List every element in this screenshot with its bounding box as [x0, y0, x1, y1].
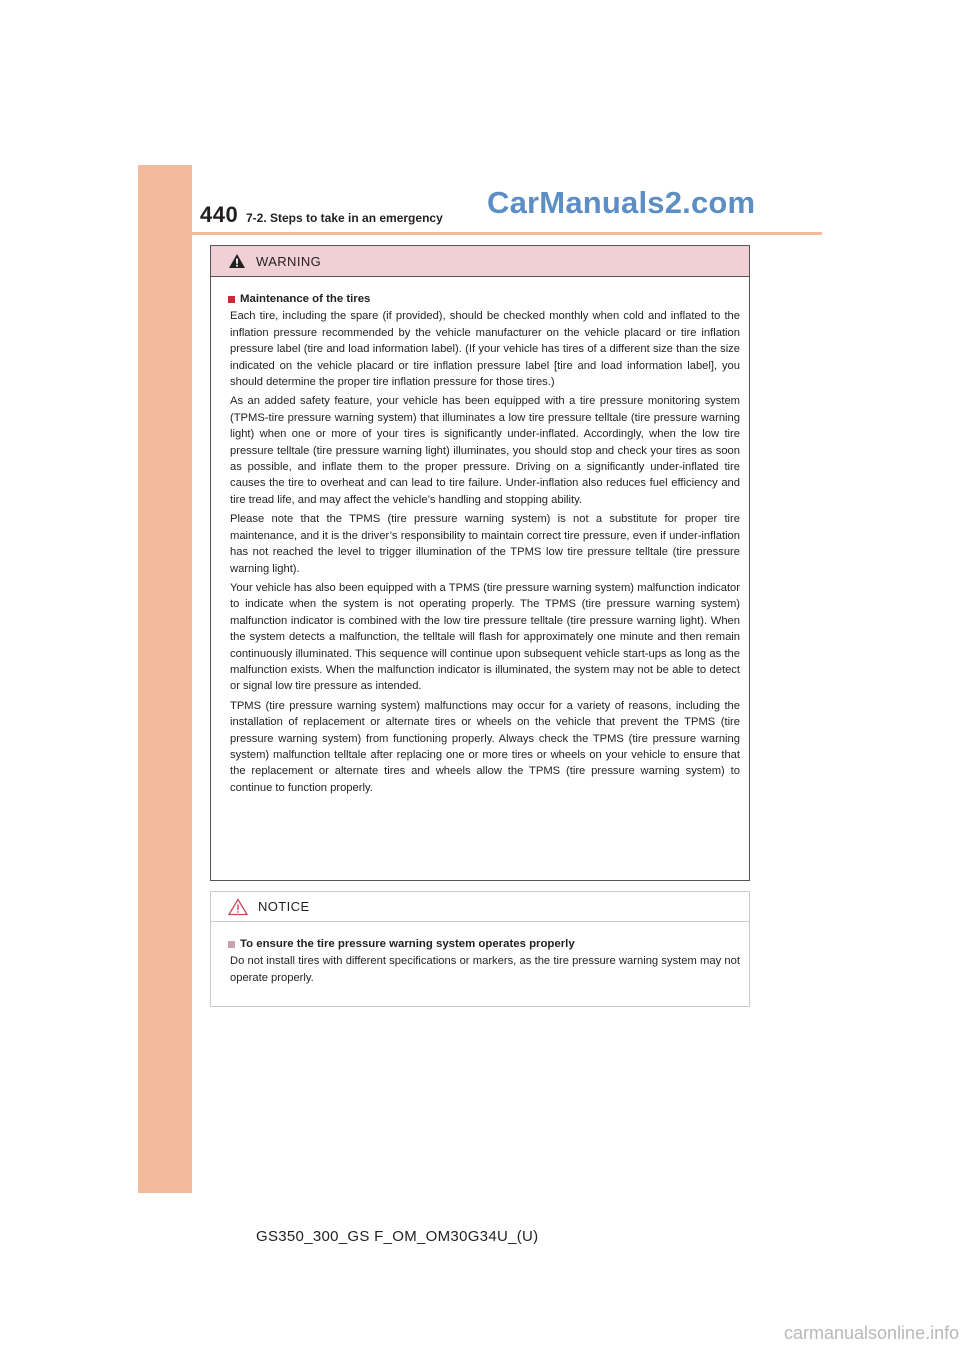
warning-paragraph: Your vehicle has also been equipped with a TPMS (tire pressure warning system) malfunction indicator to indicate when the system is not operating properly. The TPMS (tire pressure warning system) malfunction indicator is combined with the low tire pressure telltale (tire pressure warning light). When the system detects a malfunction, the telltale will flash for approximately one minute and then remain continuously illuminated. This sequence will continue upon subsequent vehicle start-ups as long as the malfunction exists. When the malfunction indicator is illuminated, the system may not be able to detect or signal low tire pressure as intended. [230, 581, 740, 693]
notice-header [211, 892, 749, 922]
notice-triangle-icon [228, 898, 248, 916]
notice-box [210, 891, 750, 1007]
section-title: 7-2. Steps to take in an emergency [246, 211, 443, 225]
chapter-side-tab [138, 165, 192, 1193]
bullet-square-icon [228, 941, 235, 948]
warning-paragraph: Each tire, including the spare (if provided), should be checked monthly when cold and inflated to the inflation pressure recommended by the vehicle manufacturer on the vehicle placard or tire inflation pressure label (tire and load information label). (If your vehicle has tires of a different size than the size indicated on the vehicle placard or tire inflation pressure label [tire and load information label], you should determine the proper tire inflation pressure for those tires.) [230, 310, 740, 389]
watermark-bottom: carmanualsonline.info [784, 1323, 960, 1343]
warning-topic-text: Maintenance of the tires [240, 293, 371, 305]
warning-body [211, 277, 749, 796]
notice-label: NOTICE [258, 899, 310, 914]
watermark-top: CarManuals2.com [487, 185, 756, 220]
bullet-square-icon [228, 296, 235, 303]
notice-topic-text: To ensure the tire pressure warning system operates properly [240, 938, 575, 950]
notice-paragraph: Do not install tires with different specifications or markers, as the tire pressure warning system may not operate properly. [230, 955, 740, 984]
warning-paragraph: Please note that the TPMS (tire pressure warning system) is not a substitute for proper tire maintenance, and it is the driver’s responsibility to maintain correct tire pressure, even if under-inflation has not reached the level to trigger illumination of the TPMS low tire pressure telltale (tire pressure warning light). [230, 513, 740, 575]
notice-body [211, 922, 749, 986]
warning-box [210, 245, 750, 881]
header-rule [192, 232, 822, 235]
warning-topic [228, 291, 740, 307]
warning-header [211, 246, 749, 277]
warning-paragraph: As an added safety feature, your vehicle has been equipped with a tire pressure monitoring system (TPMS-tire pressure warning system) that illuminates a low tire pressure telltale (tire pressure warning light) when one or more of your tires is significantly under-inflated. Accordingly, when the low tire pressure telltale (tire pressure warning light) illuminates, you should stop and check your tires as soon as possible, and inflate them to the proper pressure. Driving on a significantly under-inflated tire causes the tire to overheat and can lead to tire failure. Under-inflation also reduces fuel efficiency and tire tread life, and may affect the vehicle’s handling and stopping ability. [230, 395, 740, 506]
page-number: 440 [200, 202, 239, 227]
warning-paragraph: TPMS (tire pressure warning system) malfunctions may occur for a variety of reasons, including the installation of replacement or alternate tires or wheels on the vehicle that prevent the TPMS (tire pressure warning system) from functioning properly. Always check the TPMS (tire pressure warning system) malfunction telltale after replacing one or more tires or wheels on your vehicle to ensure that the replacement or alternate tires and wheels allow the TPMS (tire pressure warning system) to continue to function properly. [230, 699, 740, 794]
document-code: GS350_300_GS F_OM_OM30G34U_(U) [256, 1228, 539, 1245]
notice-topic [228, 936, 740, 952]
warning-label: WARNING [256, 253, 322, 269]
warning-triangle-icon [228, 253, 246, 269]
